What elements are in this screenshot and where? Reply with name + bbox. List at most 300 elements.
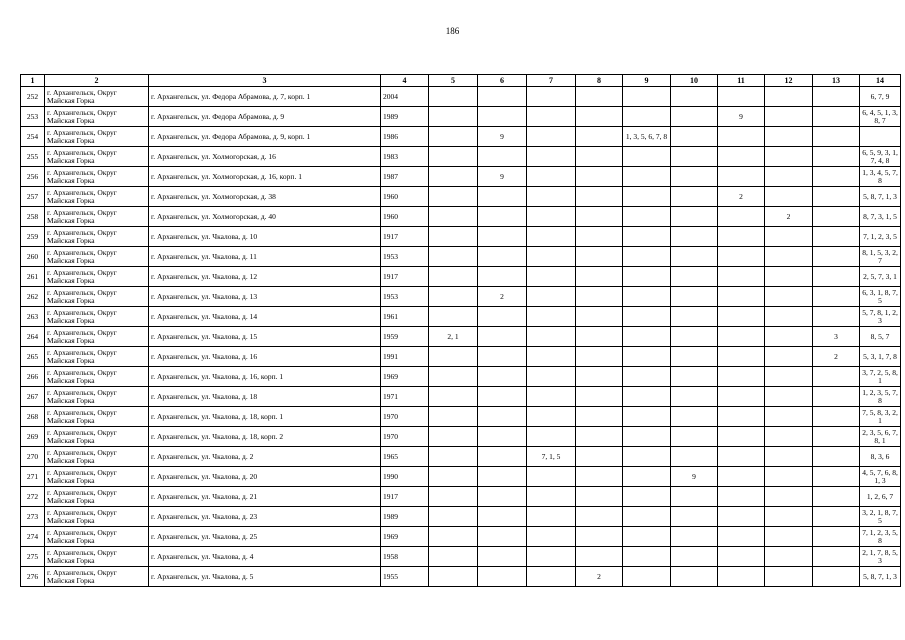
col6-cell bbox=[478, 527, 527, 547]
col9-cell bbox=[623, 187, 671, 207]
col14-cell: 8, 7, 3, 1, 5 bbox=[860, 207, 901, 227]
col10-cell bbox=[671, 367, 718, 387]
col8-cell bbox=[576, 307, 623, 327]
col7-cell bbox=[527, 367, 576, 387]
col6-cell bbox=[478, 207, 527, 227]
column-header: 14 bbox=[860, 75, 901, 87]
district-cell: г. Архангельск, Округ Майская Горка bbox=[45, 87, 149, 107]
col5-cell bbox=[429, 307, 478, 327]
row-number: 265 bbox=[21, 347, 45, 367]
col13-cell bbox=[813, 467, 860, 487]
col6-cell bbox=[478, 387, 527, 407]
row-number: 268 bbox=[21, 407, 45, 427]
col10-cell bbox=[671, 87, 718, 107]
col14-cell: 3, 7, 2, 5, 8, 1 bbox=[860, 367, 901, 387]
district-cell: г. Архангельск, Округ Майская Горка bbox=[45, 327, 149, 347]
col12-cell bbox=[765, 327, 813, 347]
col9-cell bbox=[623, 527, 671, 547]
district-cell: г. Архангельск, Округ Майская Горка bbox=[45, 267, 149, 287]
district-cell: г. Архангельск, Округ Майская Горка bbox=[45, 247, 149, 267]
col13-cell bbox=[813, 407, 860, 427]
address-cell: г. Архангельск, ул. Чкалова, д. 20 bbox=[149, 467, 381, 487]
col13-cell bbox=[813, 167, 860, 187]
col9-cell bbox=[623, 207, 671, 227]
column-header: 4 bbox=[381, 75, 429, 87]
col9-cell bbox=[623, 87, 671, 107]
year-cell: 1991 bbox=[381, 347, 429, 367]
col13-cell: 3 bbox=[813, 327, 860, 347]
year-cell: 1917 bbox=[381, 267, 429, 287]
col6-cell bbox=[478, 247, 527, 267]
row-number: 270 bbox=[21, 447, 45, 467]
table-row bbox=[21, 447, 901, 467]
table-row bbox=[21, 327, 901, 347]
col10-cell bbox=[671, 167, 718, 187]
col6-cell bbox=[478, 367, 527, 387]
year-cell: 1971 bbox=[381, 387, 429, 407]
col9-cell bbox=[623, 387, 671, 407]
table-row bbox=[21, 187, 901, 207]
col8-cell bbox=[576, 347, 623, 367]
address-cell: г. Архангельск, ул. Холмогорская, д. 16 bbox=[149, 147, 381, 167]
col8-cell bbox=[576, 367, 623, 387]
col8-cell bbox=[576, 467, 623, 487]
col7-cell bbox=[527, 527, 576, 547]
col14-cell: 1, 2, 6, 7 bbox=[860, 487, 901, 507]
col7-cell bbox=[527, 147, 576, 167]
year-cell: 1960 bbox=[381, 187, 429, 207]
col11-cell bbox=[718, 267, 765, 287]
year-cell: 1989 bbox=[381, 507, 429, 527]
row-number: 254 bbox=[21, 127, 45, 147]
col7-cell bbox=[527, 327, 576, 347]
row-number: 257 bbox=[21, 187, 45, 207]
col9-cell bbox=[623, 447, 671, 467]
column-header: 6 bbox=[478, 75, 527, 87]
table-row bbox=[21, 87, 901, 107]
col7-cell bbox=[527, 567, 576, 587]
col6-cell bbox=[478, 567, 527, 587]
col10-cell bbox=[671, 107, 718, 127]
col13-cell bbox=[813, 547, 860, 567]
column-header: 11 bbox=[718, 75, 765, 87]
col10-cell bbox=[671, 267, 718, 287]
col10-cell bbox=[671, 387, 718, 407]
col14-cell: 5, 7, 8, 1, 2, 3 bbox=[860, 307, 901, 327]
col10-cell bbox=[671, 547, 718, 567]
col12-cell bbox=[765, 107, 813, 127]
district-cell: г. Архангельск, Округ Майская Горка bbox=[45, 567, 149, 587]
col5-cell bbox=[429, 167, 478, 187]
table-row bbox=[21, 347, 901, 367]
col9-cell bbox=[623, 487, 671, 507]
col7-cell bbox=[527, 127, 576, 147]
table-row bbox=[21, 287, 901, 307]
address-cell: г. Архангельск, ул. Чкалова, д. 16, корп. 1 bbox=[149, 367, 381, 387]
district-cell: г. Архангельск, Округ Майская Горка bbox=[45, 427, 149, 447]
col14-cell: 3, 2, 1, 8, 7, 5 bbox=[860, 507, 901, 527]
column-header: 13 bbox=[813, 75, 860, 87]
col9-cell bbox=[623, 167, 671, 187]
col12-cell bbox=[765, 507, 813, 527]
col6-cell bbox=[478, 107, 527, 127]
col11-cell bbox=[718, 367, 765, 387]
district-cell: г. Архангельск, Округ Майская Горка bbox=[45, 467, 149, 487]
col13-cell bbox=[813, 507, 860, 527]
col6-cell bbox=[478, 547, 527, 567]
col10-cell bbox=[671, 247, 718, 267]
col5-cell bbox=[429, 247, 478, 267]
col12-cell bbox=[765, 87, 813, 107]
table-row bbox=[21, 407, 901, 427]
district-cell: г. Архангельск, Округ Майская Горка bbox=[45, 507, 149, 527]
col14-cell: 1, 3, 4, 5, 7, 8 bbox=[860, 167, 901, 187]
table-row bbox=[21, 427, 901, 447]
col7-cell bbox=[527, 427, 576, 447]
address-cell: г. Архангельск, ул. Холмогорская, д. 16, корп. 1 bbox=[149, 167, 381, 187]
col5-cell bbox=[429, 227, 478, 247]
col9-cell bbox=[623, 267, 671, 287]
col8-cell bbox=[576, 427, 623, 447]
table-header bbox=[21, 75, 901, 87]
col7-cell bbox=[527, 307, 576, 327]
column-header: 1 bbox=[21, 75, 45, 87]
column-header: 3 bbox=[149, 75, 381, 87]
address-cell: г. Архангельск, ул. Холмогорская, д. 40 bbox=[149, 207, 381, 227]
col8-cell bbox=[576, 267, 623, 287]
col6-cell bbox=[478, 507, 527, 527]
row-number: 258 bbox=[21, 207, 45, 227]
address-cell: г. Архангельск, ул. Чкалова, д. 23 bbox=[149, 507, 381, 527]
row-number: 261 bbox=[21, 267, 45, 287]
col5-cell: 2, 1 bbox=[429, 327, 478, 347]
col11-cell bbox=[718, 467, 765, 487]
address-cell: г. Архангельск, ул. Чкалова, д. 4 bbox=[149, 547, 381, 567]
table-row bbox=[21, 267, 901, 287]
col14-cell: 6, 3, 1, 8, 7, 5 bbox=[860, 287, 901, 307]
col6-cell bbox=[478, 187, 527, 207]
col14-cell: 2, 1, 7, 8, 5, 3 bbox=[860, 547, 901, 567]
col5-cell bbox=[429, 447, 478, 467]
col13-cell: 2 bbox=[813, 347, 860, 367]
col12-cell bbox=[765, 487, 813, 507]
col9-cell bbox=[623, 287, 671, 307]
table-row bbox=[21, 247, 901, 267]
col6-cell bbox=[478, 267, 527, 287]
district-cell: г. Архангельск, Округ Майская Горка bbox=[45, 147, 149, 167]
col5-cell bbox=[429, 507, 478, 527]
page-number: 186 bbox=[445, 26, 460, 36]
col12-cell bbox=[765, 567, 813, 587]
row-number: 252 bbox=[21, 87, 45, 107]
col11-cell bbox=[718, 167, 765, 187]
col6-cell bbox=[478, 307, 527, 327]
col8-cell bbox=[576, 127, 623, 147]
col12-cell bbox=[765, 407, 813, 427]
col13-cell bbox=[813, 87, 860, 107]
col8-cell bbox=[576, 247, 623, 267]
column-header: 9 bbox=[623, 75, 671, 87]
col13-cell bbox=[813, 527, 860, 547]
col9-cell bbox=[623, 567, 671, 587]
col8-cell bbox=[576, 227, 623, 247]
col12-cell bbox=[765, 447, 813, 467]
col12-cell bbox=[765, 527, 813, 547]
col11-cell bbox=[718, 347, 765, 367]
col12-cell bbox=[765, 347, 813, 367]
col12-cell bbox=[765, 187, 813, 207]
col12-cell bbox=[765, 367, 813, 387]
table-row bbox=[21, 227, 901, 247]
row-number: 269 bbox=[21, 427, 45, 447]
column-header: 7 bbox=[527, 75, 576, 87]
column-header: 5 bbox=[429, 75, 478, 87]
col12-cell bbox=[765, 227, 813, 247]
col6-cell bbox=[478, 227, 527, 247]
col13-cell bbox=[813, 427, 860, 447]
col6-cell bbox=[478, 347, 527, 367]
col5-cell bbox=[429, 467, 478, 487]
district-cell: г. Архангельск, Округ Майская Горка bbox=[45, 307, 149, 327]
col5-cell bbox=[429, 107, 478, 127]
col11-cell bbox=[718, 127, 765, 147]
row-number: 256 bbox=[21, 167, 45, 187]
district-cell: г. Архангельск, Округ Майская Горка bbox=[45, 127, 149, 147]
col6-cell bbox=[478, 327, 527, 347]
district-cell: г. Архангельск, Округ Майская Горка bbox=[45, 527, 149, 547]
col7-cell bbox=[527, 467, 576, 487]
col7-cell bbox=[527, 207, 576, 227]
col12-cell bbox=[765, 127, 813, 147]
col11-cell bbox=[718, 427, 765, 447]
col9-cell bbox=[623, 107, 671, 127]
col5-cell bbox=[429, 87, 478, 107]
address-cell: г. Архангельск, ул. Чкалова, д. 5 bbox=[149, 567, 381, 587]
col14-cell: 7, 5, 8, 3, 2, 1 bbox=[860, 407, 901, 427]
table-row bbox=[21, 207, 901, 227]
year-cell: 1965 bbox=[381, 447, 429, 467]
year-cell: 1989 bbox=[381, 107, 429, 127]
col8-cell bbox=[576, 327, 623, 347]
col8-cell bbox=[576, 447, 623, 467]
col12-cell bbox=[765, 247, 813, 267]
col5-cell bbox=[429, 287, 478, 307]
col8-cell bbox=[576, 287, 623, 307]
district-cell: г. Архангельск, Округ Майская Горка bbox=[45, 347, 149, 367]
col14-cell: 8, 1, 5, 3, 2, 7 bbox=[860, 247, 901, 267]
table-row bbox=[21, 567, 901, 587]
col5-cell bbox=[429, 547, 478, 567]
column-header: 2 bbox=[45, 75, 149, 87]
col7-cell bbox=[527, 407, 576, 427]
year-cell: 1969 bbox=[381, 527, 429, 547]
address-cell: г. Архангельск, ул. Чкалова, д. 15 bbox=[149, 327, 381, 347]
row-number: 262 bbox=[21, 287, 45, 307]
address-cell: г. Архангельск, ул. Чкалова, д. 18 bbox=[149, 387, 381, 407]
row-number: 276 bbox=[21, 567, 45, 587]
col5-cell bbox=[429, 267, 478, 287]
district-cell: г. Архангельск, Округ Майская Горка bbox=[45, 227, 149, 247]
year-cell: 1961 bbox=[381, 307, 429, 327]
col12-cell bbox=[765, 167, 813, 187]
col7-cell bbox=[527, 287, 576, 307]
address-cell: г. Архангельск, ул. Федора Абрамова, д. 7, корп. 1 bbox=[149, 87, 381, 107]
register-table bbox=[20, 74, 901, 587]
col14-cell: 6, 5, 9, 3, 1, 7, 4, 8 bbox=[860, 147, 901, 167]
col10-cell bbox=[671, 507, 718, 527]
col5-cell bbox=[429, 187, 478, 207]
address-cell: г. Архангельск, ул. Чкалова, д. 18, корп. 2 bbox=[149, 427, 381, 447]
col10-cell bbox=[671, 187, 718, 207]
col9-cell bbox=[623, 247, 671, 267]
col7-cell bbox=[527, 507, 576, 527]
col5-cell bbox=[429, 147, 478, 167]
year-cell: 1990 bbox=[381, 467, 429, 487]
col9-cell bbox=[623, 367, 671, 387]
col10-cell bbox=[671, 347, 718, 367]
district-cell: г. Архангельск, Округ Майская Горка bbox=[45, 407, 149, 427]
col11-cell bbox=[718, 147, 765, 167]
year-cell: 1969 bbox=[381, 367, 429, 387]
row-number: 267 bbox=[21, 387, 45, 407]
district-cell: г. Архангельск, Округ Майская Горка bbox=[45, 547, 149, 567]
address-cell: г. Архангельск, ул. Чкалова, д. 18, корп. 1 bbox=[149, 407, 381, 427]
column-header: 12 bbox=[765, 75, 813, 87]
col11-cell bbox=[718, 387, 765, 407]
col11-cell bbox=[718, 227, 765, 247]
col14-cell: 5, 3, 1, 7, 8 bbox=[860, 347, 901, 367]
year-cell: 1983 bbox=[381, 147, 429, 167]
col8-cell: 2 bbox=[576, 567, 623, 587]
col7-cell: 7, 1, 5 bbox=[527, 447, 576, 467]
district-cell: г. Архангельск, Округ Майская Горка bbox=[45, 187, 149, 207]
col13-cell bbox=[813, 227, 860, 247]
col10-cell bbox=[671, 207, 718, 227]
address-cell: г. Архангельск, ул. Чкалова, д. 11 bbox=[149, 247, 381, 267]
col10-cell bbox=[671, 227, 718, 247]
address-cell: г. Архангельск, ул. Федора Абрамова, д. 9, корп. 1 bbox=[149, 127, 381, 147]
col10-cell bbox=[671, 287, 718, 307]
table-row bbox=[21, 307, 901, 327]
year-cell: 1958 bbox=[381, 547, 429, 567]
col11-cell: 9 bbox=[718, 107, 765, 127]
address-cell: г. Архангельск, ул. Чкалова, д. 21 bbox=[149, 487, 381, 507]
col10-cell bbox=[671, 567, 718, 587]
col9-cell bbox=[623, 507, 671, 527]
year-cell: 1987 bbox=[381, 167, 429, 187]
year-cell: 1953 bbox=[381, 247, 429, 267]
col14-cell: 6, 7, 9 bbox=[860, 87, 901, 107]
col5-cell bbox=[429, 567, 478, 587]
col13-cell bbox=[813, 367, 860, 387]
address-cell: г. Архангельск, ул. Чкалова, д. 25 bbox=[149, 527, 381, 547]
col6-cell: 2 bbox=[478, 287, 527, 307]
col6-cell bbox=[478, 467, 527, 487]
col10-cell bbox=[671, 327, 718, 347]
col14-cell: 2, 3, 5, 6, 7, 8, 1 bbox=[860, 427, 901, 447]
address-cell: г. Архангельск, ул. Чкалова, д. 10 bbox=[149, 227, 381, 247]
district-cell: г. Архангельск, Округ Майская Горка bbox=[45, 387, 149, 407]
row-number: 266 bbox=[21, 367, 45, 387]
district-cell: г. Архангельск, Округ Майская Горка bbox=[45, 447, 149, 467]
col12-cell bbox=[765, 147, 813, 167]
table-row bbox=[21, 167, 901, 187]
col7-cell bbox=[527, 187, 576, 207]
row-number: 272 bbox=[21, 487, 45, 507]
col9-cell bbox=[623, 307, 671, 327]
col6-cell bbox=[478, 407, 527, 427]
col10-cell bbox=[671, 487, 718, 507]
table-row bbox=[21, 367, 901, 387]
col7-cell bbox=[527, 167, 576, 187]
col14-cell: 2, 5, 7, 3, 1 bbox=[860, 267, 901, 287]
address-cell: г. Архангельск, ул. Чкалова, д. 14 bbox=[149, 307, 381, 327]
col5-cell bbox=[429, 127, 478, 147]
col10-cell bbox=[671, 427, 718, 447]
year-cell: 1917 bbox=[381, 487, 429, 507]
year-cell: 1953 bbox=[381, 287, 429, 307]
col14-cell bbox=[860, 127, 901, 147]
row-number: 255 bbox=[21, 147, 45, 167]
col8-cell bbox=[576, 87, 623, 107]
col11-cell bbox=[718, 247, 765, 267]
address-cell: г. Архангельск, ул. Холмогорская, д. 38 bbox=[149, 187, 381, 207]
col8-cell bbox=[576, 187, 623, 207]
col6-cell: 9 bbox=[478, 127, 527, 147]
col11-cell bbox=[718, 287, 765, 307]
col11-cell bbox=[718, 567, 765, 587]
row-number: 271 bbox=[21, 467, 45, 487]
table-row bbox=[21, 467, 901, 487]
col13-cell bbox=[813, 207, 860, 227]
table-row bbox=[21, 127, 901, 147]
col7-cell bbox=[527, 387, 576, 407]
year-cell: 1986 bbox=[381, 127, 429, 147]
col5-cell bbox=[429, 527, 478, 547]
col13-cell bbox=[813, 107, 860, 127]
col12-cell bbox=[765, 307, 813, 327]
col13-cell bbox=[813, 187, 860, 207]
col5-cell bbox=[429, 487, 478, 507]
col5-cell bbox=[429, 427, 478, 447]
col12-cell bbox=[765, 547, 813, 567]
col13-cell bbox=[813, 567, 860, 587]
col9-cell bbox=[623, 547, 671, 567]
table-body bbox=[21, 87, 901, 587]
row-number: 259 bbox=[21, 227, 45, 247]
col7-cell bbox=[527, 87, 576, 107]
col6-cell bbox=[478, 427, 527, 447]
column-header: 10 bbox=[671, 75, 718, 87]
col7-cell bbox=[527, 267, 576, 287]
col10-cell bbox=[671, 127, 718, 147]
col13-cell bbox=[813, 487, 860, 507]
col14-cell: 8, 5, 7 bbox=[860, 327, 901, 347]
col14-cell: 5, 8, 7, 1, 3 bbox=[860, 187, 901, 207]
col8-cell bbox=[576, 387, 623, 407]
col7-cell bbox=[527, 547, 576, 567]
district-cell: г. Архангельск, Округ Майская Горка bbox=[45, 487, 149, 507]
address-cell: г. Архангельск, ул. Чкалова, д. 2 bbox=[149, 447, 381, 467]
col13-cell bbox=[813, 387, 860, 407]
col11-cell bbox=[718, 207, 765, 227]
district-cell: г. Архангельск, Округ Майская Горка bbox=[45, 107, 149, 127]
column-header: 8 bbox=[576, 75, 623, 87]
col8-cell bbox=[576, 527, 623, 547]
col11-cell bbox=[718, 507, 765, 527]
year-cell: 1955 bbox=[381, 567, 429, 587]
col7-cell bbox=[527, 227, 576, 247]
